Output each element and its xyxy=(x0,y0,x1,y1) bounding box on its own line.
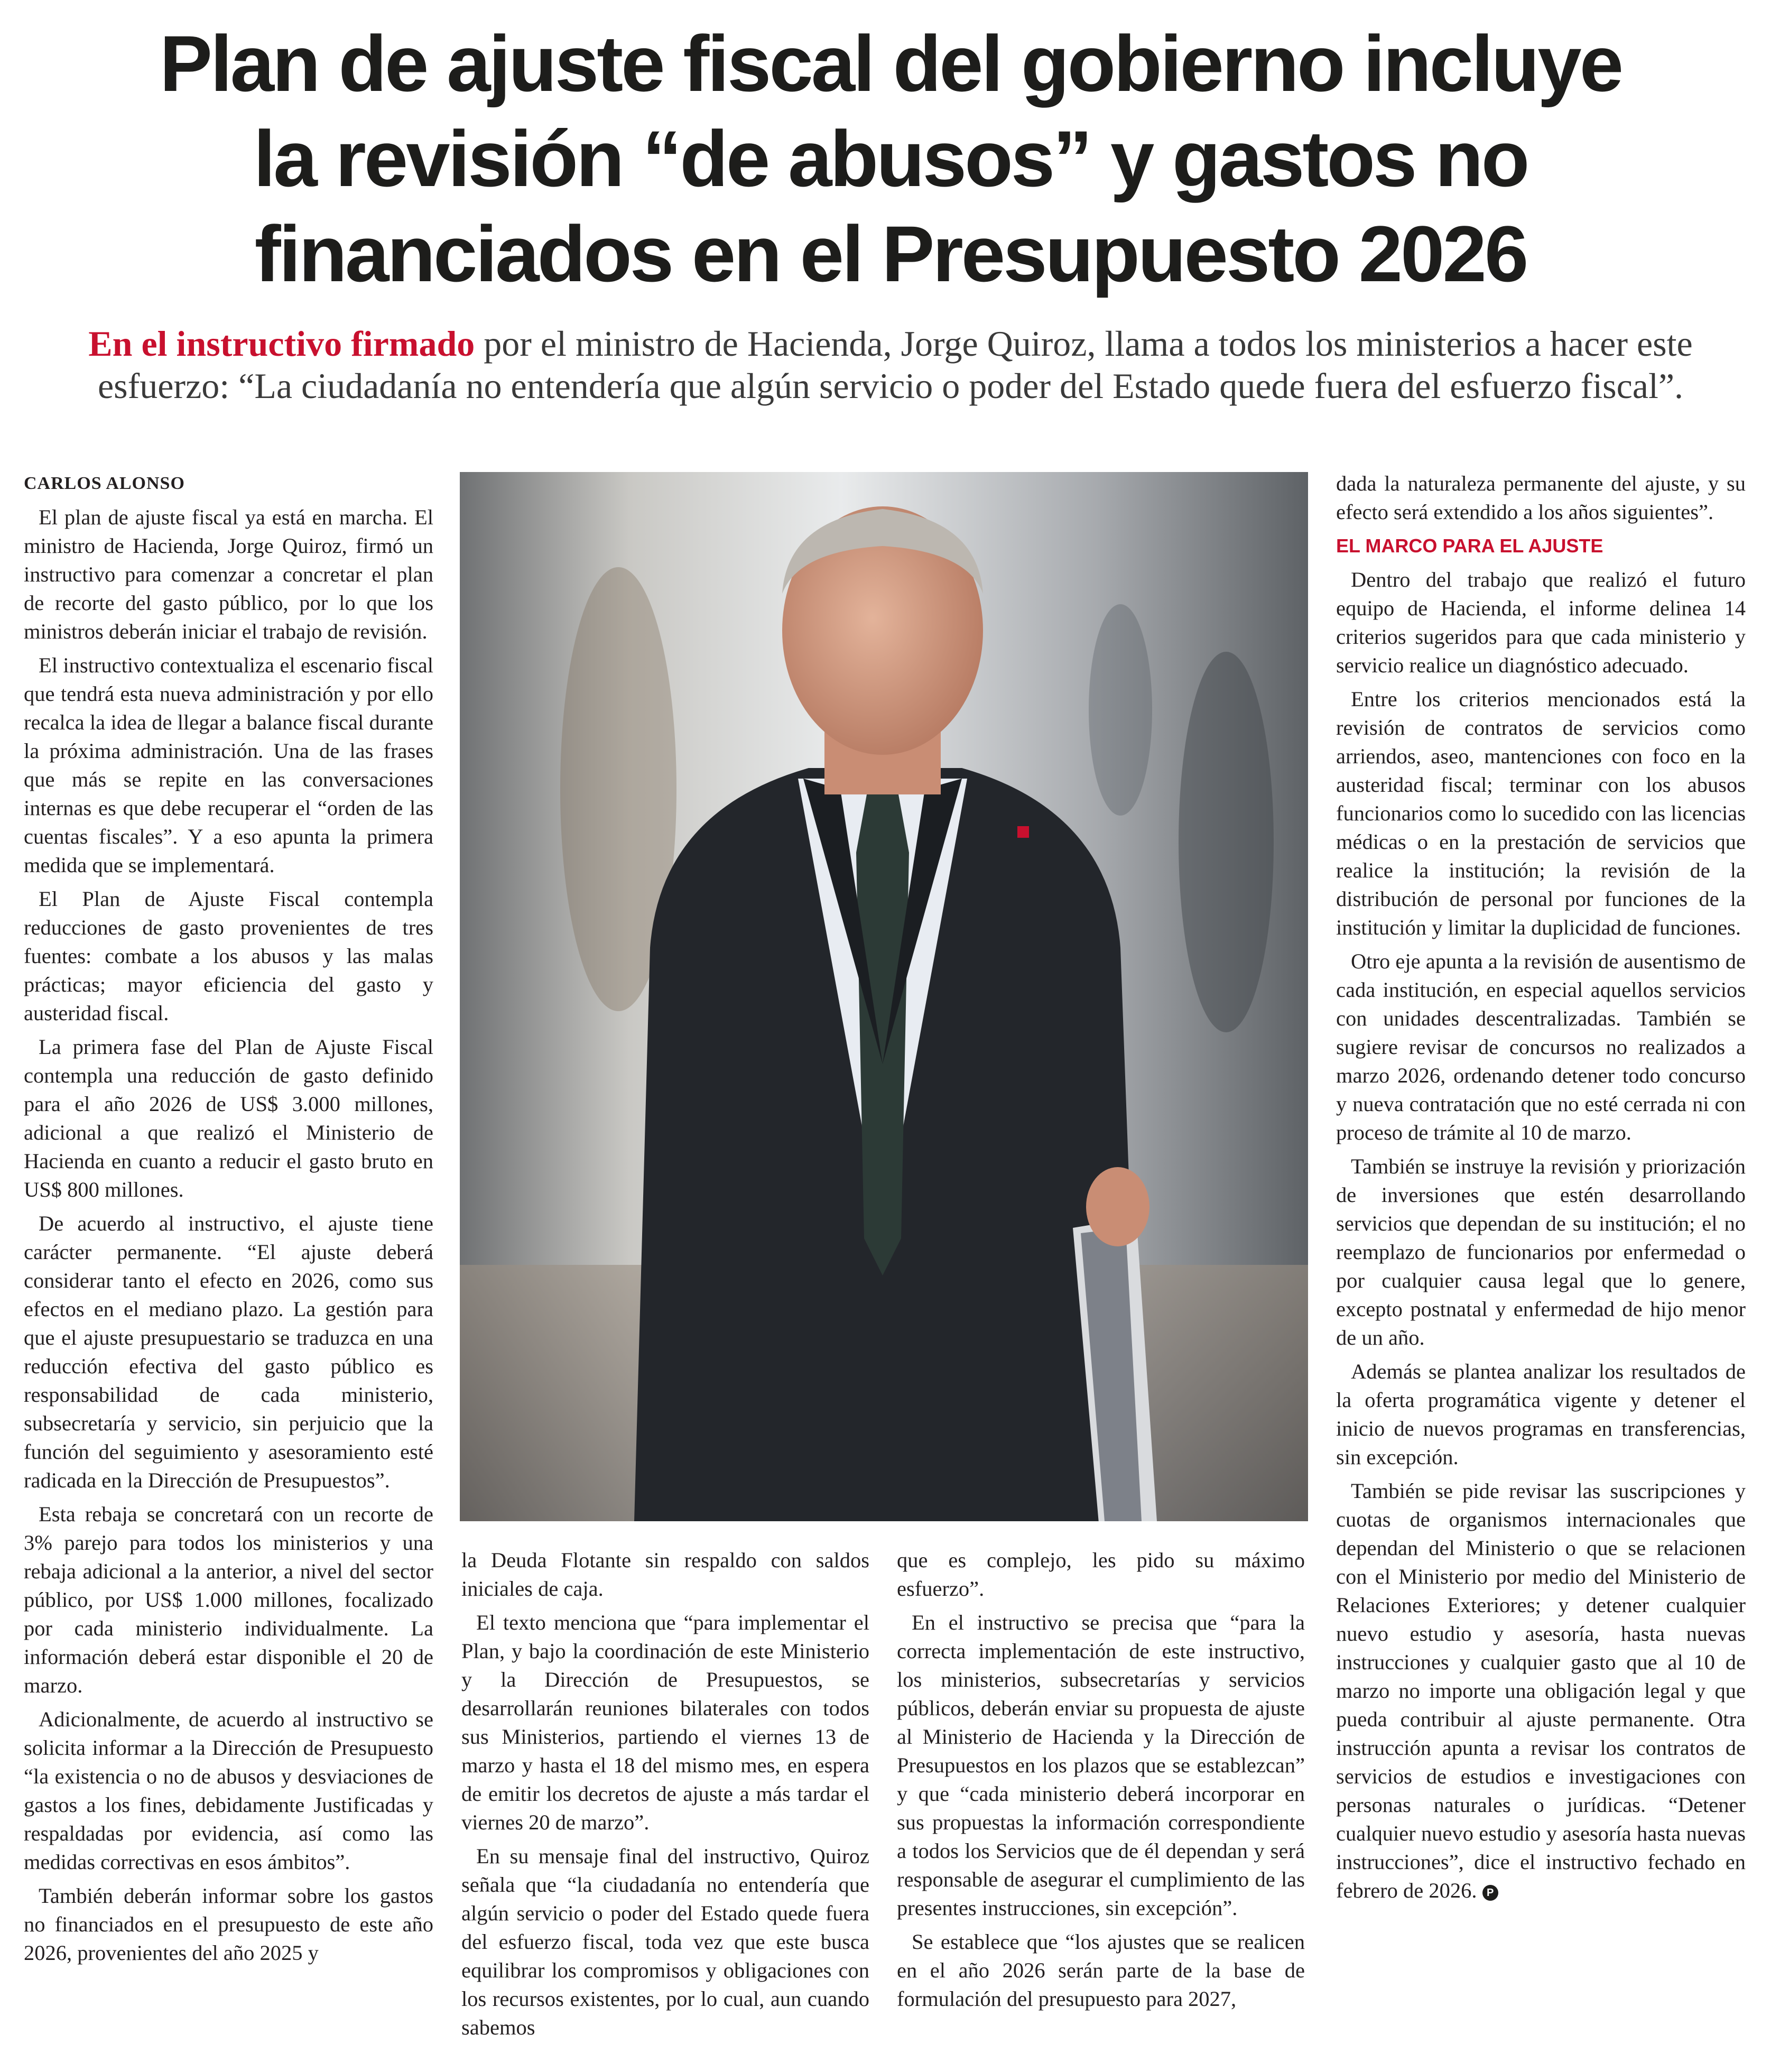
end-mark-icon: P xyxy=(1482,1885,1498,1901)
paragraph: El Plan de Ajuste Fiscal contempla reducciones de gasto provenientes de tres fuentes: combate a los abusos y las malas prácticas; mayor eficiencia del gasto y austeridad fiscal. xyxy=(24,887,433,1025)
paragraph: El plan de ajuste fiscal ya está en marcha. El ministro de Hacienda, Jorge Quiroz, firmó un instructivo para comenzar a concretar el plan de recorte del gasto público, por lo que los ministros deberán iniciar el trabajo de revisión. xyxy=(24,505,433,643)
paragraph: Se establece que “los ajustes que se realicen en el año 2026 serán parte de la base de formulación del presupuesto para 2027, xyxy=(897,1930,1305,2011)
paragraph: Esta rebaja se concretará con un recorte de 3% parejo para todos los ministerios y una rebaja adicional a la anterior, a nivel del sector público, por US$ 1.000 millones, focalizado por cada ministerio individualmente. La información deberá estar disponible el 20 de marzo. xyxy=(24,1502,433,1697)
paragraph: Además se plantea analizar los resultados de la oferta programática vigente y detener el inicio de nuevos programas en transferencias, sin excepción. xyxy=(1336,1359,1746,1469)
minister-photo-illustration xyxy=(460,472,1308,1521)
paragraph: De acuerdo al instructivo, el ajuste tiene carácter permanente. “El ajuste deberá considerar tanto el efecto en 2026, como sus efectos en el mediano plazo. La gestión para que el ajuste presupuestario se traduzca en una reducción efectiva del gasto público es responsabilidad de cada ministerio, subsecretaría y servicio, sin perjuicio que la función del seguimiento y asesoramiento esté radicada en la Dirección de Presupuestos”. xyxy=(24,1211,433,1492)
paragraph: que es complejo, les pido su máximo esfuerzo”. xyxy=(897,1548,1305,1601)
paragraph: Dentro del trabajo que realizó el futuro equipo de Hacienda, el informe delinea 14 criterios sugeridos para que cada ministerio y servicio realice un diagnóstico adecuado. xyxy=(1336,568,1746,677)
deck-lead: En el instructivo firmado xyxy=(88,323,475,364)
headline-line-1: Plan de ajuste fiscal del gobierno incluye xyxy=(159,19,1622,108)
headline-line-2: la revisión “de abusos” y gastos no xyxy=(253,114,1528,203)
paragraph: También deberán informar sobre los gastos no financiados en el presupuesto de este año 2026, provenientes del año 2025 y xyxy=(24,1884,433,1965)
headline-line-3: financiados en el Presupuesto 2026 xyxy=(254,209,1527,298)
deck-text: por el ministro de Hacienda, Jorge Quiroz, llama a todos los ministerios a hacer este esfuerzo: “La ciudadanía no entendería que algún servicio o poder del Estado quede fuera del esfuerzo fiscal”. xyxy=(97,323,1693,406)
paragraph: En su mensaje final del instructivo, Quiroz señala que “la ciudadanía no entendería que algún servicio o poder del Estado quede fuera del esfuerzo fiscal, toda vez que este busca equilibrar los compromisos y obligaciones con los recursos existentes, por lo cual, aun cuando sabemos xyxy=(461,1844,869,2039)
minister-photo xyxy=(460,472,1308,1521)
byline: CARLOS ALONSO xyxy=(24,474,185,493)
paragraph: la Deuda Flotante sin respaldo con saldos iniciales de caja. xyxy=(461,1548,869,1601)
article-column-1 xyxy=(24,469,433,1967)
paragraph: El texto menciona que “para implementar el Plan, y bajo la coordinación de este Ministerio y la Dirección de Presupuestos, se desarrollarán reuniones bilaterales con todos sus Ministerios, partiendo el viernes 13 de marzo y hasta el 18 del mismo mes, en espera de emitir los decretos de ajuste a más tardar el viernes 20 de marzo”. xyxy=(461,1611,869,1834)
headline xyxy=(32,16,1749,301)
article-column-4 xyxy=(1336,469,1746,1905)
article-column-2 xyxy=(461,1546,869,2042)
paragraph: En el instructivo se precisa que “para la correcta implementación de este instructivo, los ministerios, subsecretarías y servicios públicos, deberán enviar su propuesta de ajuste al Ministerio de Hacienda y la Dirección de Presupuestos en los plazos que se establezcan” y que “cada ministerio deberá incorporar en sus propuestas la información correspondiente a todos los Servicios que de él dependan y será responsable de asegurar el cumplimiento de las presentes instrucciones, sin excepción”. xyxy=(897,1611,1305,1920)
deck xyxy=(32,322,1749,407)
paragraph: dada la naturaleza permanente del ajuste, y su efecto será extendido a los años siguientes”. xyxy=(1336,471,1746,524)
paragraph-last-text: También se pide revisar las suscripciones y cuotas de organismos internacionales que dependan del Ministerio o que se relacionen con el Ministerio por medio del Ministerio de Relaciones Exteriores; y detener cualquier nuevo estudio y asesoría, hasta nuevas instrucciones y cualquier gasto que al 10 de marzo no importe una obligación legal y que pueda contribuir al ajuste permanente. Otra instrucción apunta a revisar los contratos de servicios de estudios e investigaciones con personas naturales o jurídicas. “Detener cualquier nuevo estudio y asesoría hasta nuevas instrucciones”, dice el instructivo fechado en febrero de 2026. xyxy=(1336,1479,1746,1902)
paragraph: Adicionalmente, de acuerdo al instructivo se solicita informar a la Dirección de Presupuesto “la existencia o no de abusos y desviaciones de gastos a los fines, debidamente Justificadas y respaldadas por evidencia, así como las medidas correctivas en esos ámbitos”. xyxy=(24,1707,433,1874)
paragraph: También se instruye la revisión y priorización de inversiones que estén desarrollando servicios que dependan de su institución; el no reemplazo de funcionarios por enfermedad o por cualquier causa legal que lo genere, excepto postnatal y enfermedad de hijo menor de un año. xyxy=(1336,1154,1746,1349)
paragraph-last xyxy=(1336,1477,1746,1905)
paragraph: El instructivo contextualiza el escenario fiscal que tendrá esta nueva administración y por ello recalca la idea de llegar a balance fiscal durante la próxima administración. Una de las frases que más se repite en las conversaciones internas es que debe recuperar el “orden de las cuentas fiscales”. Y a eso apunta la primera medida que se implementará. xyxy=(24,653,433,877)
paragraph: La primera fase del Plan de Ajuste Fiscal contempla una reducción de gasto definido para el año 2026 de US$ 3.000 millones, adicional a que realizó el Ministerio de Hacienda en cuanto a reducir el gasto bruto en US$ 800 millones. xyxy=(24,1035,433,1201)
paragraph: Otro eje apunta a la revisión de ausentismo de cada institución, en especial aquellos servicios con unidades descentralizadas. También se sugiere revisar de concursos no realizados a marzo 2026, ordenando detener todo concurso y nueva contratación que no esté cerrada ni con proceso de trámite al 10 de marzo. xyxy=(1336,949,1746,1144)
article-column-3 xyxy=(897,1546,1305,2013)
paragraph: Entre los criterios mencionados está la revisión de contratos de servicios como arriendos, aseo, mantenciones con foco en la austeridad fiscal; terminar con los abusos funcionarios como lo sucedido con las licencias médicas o en la prestación de servicios que realice la institución; la revisión de la distribución de personal por funciones de la institución y limitar la duplicidad de funciones. xyxy=(1336,687,1746,939)
subhead: EL MARCO PARA EL AJUSTE xyxy=(1336,535,1603,557)
